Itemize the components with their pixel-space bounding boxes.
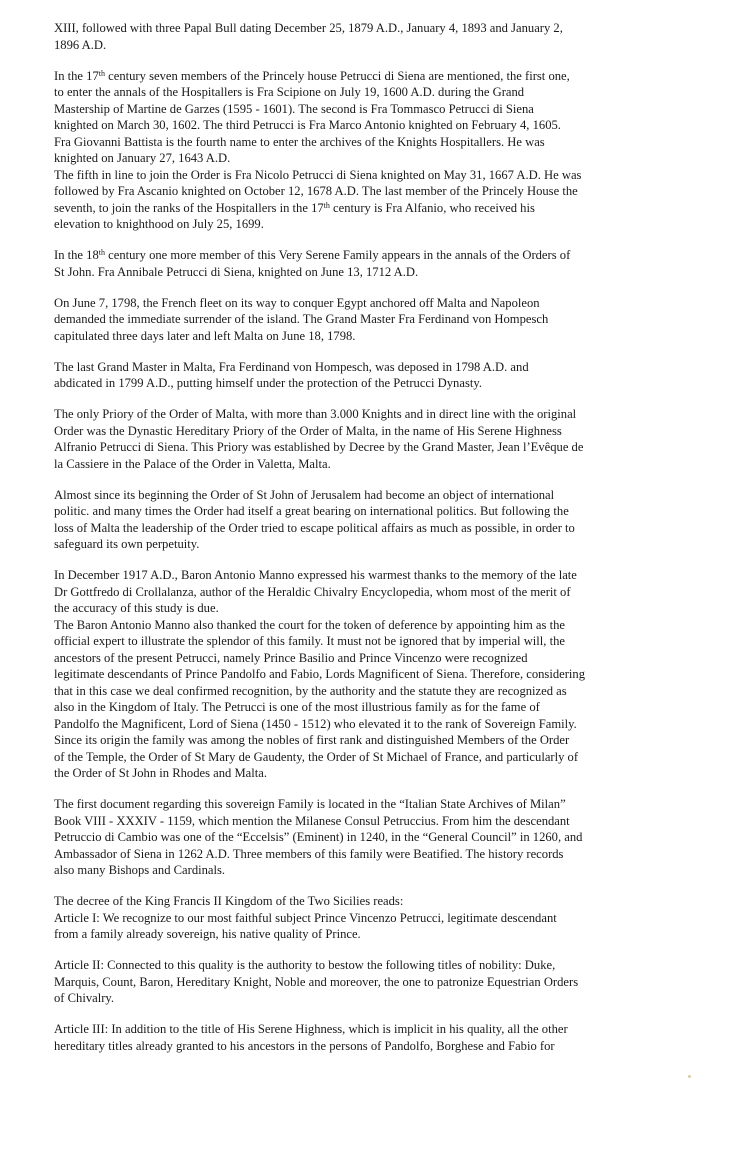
paper-speck [688,1075,691,1078]
ordinal-superscript: th [98,68,106,78]
text-line: The only Priory of the Order of Malta, with more than 3.000 Knights and in direct line with the original [54,407,577,421]
text-line: The last Grand Master in Malta, Fra Ferdinand von Hompesch, was deposed in 1798 A.D. and [54,359,529,374]
text-line: the accuracy of this study is due. [54,601,219,615]
text-line: followed by Fra Ascanio knighted on October 12, 1678 A.D. The last member of the Princely House the [54,184,578,198]
text-line: knighted on January 27, 1643 A.D. [54,151,231,165]
text-line: In December 1917 A.D., Baron Antonio Manno expressed his warmest thanks to the memory of the late [54,568,577,582]
text-line: to enter the annals of the Hospitallers is Fra Scipione on July 19, 1600 A.D. during the Grand [54,85,525,99]
text-line: safeguard its own perpetuity. [54,537,200,551]
text-line: Dr Gottfredo di Crollalanza, author of the Heraldic Chivalry Encyclopedia, whom most of the merit of [54,584,571,599]
text-line: The decree of the King Francis II Kingdom of the Two Sicilies reads: [54,894,404,908]
paragraph [54,567,706,617]
text-line: official expert to illustrate the splendor of this family. It must not be ignored that by imperial will, the [54,634,565,648]
text-line: Almost since its beginning the Order of St John of Jerusalem had become an object of international [54,487,555,502]
paragraph [54,617,706,782]
text-line: also in the Kingdom of Italy. The Petrucci is one of the most illustrious family as for the fame of [54,700,540,714]
paragraph [54,487,706,553]
paragraph [54,295,706,345]
paragraph [54,1021,706,1054]
paragraph [54,359,706,392]
text-run: century is Fra Alfanio, who received his [329,200,535,215]
text-line [54,247,706,264]
text-line: Article I: We recognize to our most faithful subject Prince Vincenzo Petrucci, legitimate descendant [54,910,557,925]
text-line: Petruccio di Cambio was one of the “Eccelsis” (Eminent) in 1240, in the “General Council” in 1260, and [54,830,583,844]
text-line: 1896 A.D. [54,37,107,52]
text-line: Article II: Connected to this quality is the authority to bestow the following titles of nobility: Duke, [54,958,556,972]
text-line: knighted on March 30, 1602. The third Petrucci is Fra Marco Antonio knighted on February 4, 1605. [54,118,561,132]
text-line: Ambassador of Siena in 1262 A.D. Three members of this family were Beatified. The history records [54,846,564,861]
text-line: of the Temple, the Order of St Mary de Gaudenty, the Order of St Michael of France, and particularly of [54,749,579,764]
ordinal-superscript: th [98,248,106,257]
text-line: Book VIII - XXXIV - 1159, which mention the Milanese Consul Petruccius. From him the descendant [54,813,570,828]
text-line: loss of Malta the leadership of the Order tried to escape political affairs as much as possible, in order to [54,520,575,535]
paragraph [54,957,706,1007]
text-run: In the 17 [54,68,99,83]
paragraph [54,20,706,53]
text-line: Since its origin the family was among the nobles of first rank and distinguished Members of the Order [54,733,570,747]
text-line: Fra Giovanni Battista is the fourth name to enter the archives of the Knights Hospitallers. He was [54,134,545,149]
text-line: elevation to knighthood on July 25, 1699. [54,217,264,231]
text-line: Article III: In addition to the title of His Serene Highness, which is implicit in his quality, all the other [54,1022,568,1036]
text-line: the Order of St John in Rhodes and Malta. [54,766,268,780]
text-line: Pandolfo the Magnificent, Lord of Siena (1450 - 1512) who elevated it to the rank of Sovereign Family. [54,716,577,731]
text-line: abdicated in 1799 A.D., putting himself under the protection of the Petrucci Dynasty. [54,376,482,390]
text-line: The Baron Antonio Manno also thanked the court for the token of deference by appointing him as the [54,617,565,632]
text-run: century seven members of the Princely house Petrucci di Siena are mentioned, the first one, [105,68,570,83]
text-line: demanded the immediate surrender of the island. The Grand Master Fra Ferdinand von Hompesch [54,312,549,326]
text-line: Marquis, Count, Baron, Hereditary Knight, Noble and moreover, the one to patronize Equestrian Orders [54,974,579,989]
text-line: Order was the Dynastic Hereditary Priory of the Order of Malta, in the name of His Serene Highness [54,423,562,438]
text-line: Mastership of Martine de Garzes (1595 - 1601). The second is Fra Tommasco Petrucci di Siena [54,101,534,116]
text-line [54,200,706,217]
text-line: legitimate descendants of Prince Pandolfo and Fabio, Lords Magnificent of Siena. Therefore, considering [54,667,586,681]
text-run: seventh, to join the ranks of the Hospitallers in the 17 [54,200,324,215]
paragraph [54,406,706,472]
text-line: St John. Fra Annibale Petrucci di Siena, knighted on June 13, 1712 A.D. [54,264,419,279]
paragraph [54,796,706,879]
text-line: The first document regarding this sovereign Family is located in the “Italian State Archives of Milan” [54,797,566,811]
text-line: Alfranio Petrucci di Siena. This Priory was established by Decree by the Grand Master, Jean l’Evêque de [54,440,584,454]
text-line: of Chivalry. [54,991,115,1005]
text-line: ancestors of the present Petrucci, namely Prince Basilio and Prince Vincenzo were recognized [54,650,528,665]
ordinal-superscript: th [323,200,330,210]
text-line: hereditary titles already granted to his ancestors in the persons of Pandolfo, Borghese and Fabio for [54,1038,555,1053]
text-line: The fifth in line to join the Order is Fra Nicolo Petrucci di Siena knighted on May 31, 1667 A.D. He was [54,167,582,182]
text-line: from a family already sovereign, his native quality of Prince. [54,927,361,941]
text-line: politic. and many times the Order had itself a great bearing on international politics. But following the [54,504,569,518]
text-line: capitulated three days later and left Malta on June 18, 1798. [54,328,356,343]
text-line: also many Bishops and Cardinals. [54,863,226,877]
text-run: In the 18 [54,248,99,262]
paragraph [54,68,706,167]
text-line [54,68,706,85]
paragraph [54,247,706,280]
text-line: la Cassiere in the Palace of the Order in Valetta, Malta. [54,456,331,471]
text-line: that in this case we deal confirmed recognition, by the authority and the statute they are recognized as [54,683,567,698]
text-line: On June 7, 1798, the French fleet on its way to conquer Egypt anchored off Malta and Napoleon [54,295,540,310]
text-run: century one more member of this Very Serene Family appears in the annals of the Orders of [105,248,571,262]
paragraph [54,893,706,943]
document-body [54,20,706,1054]
text-line: XIII, followed with three Papal Bull dating December 25, 1879 A.D., January 4, 1893 and January 2, [54,21,563,35]
paragraph [54,167,706,233]
